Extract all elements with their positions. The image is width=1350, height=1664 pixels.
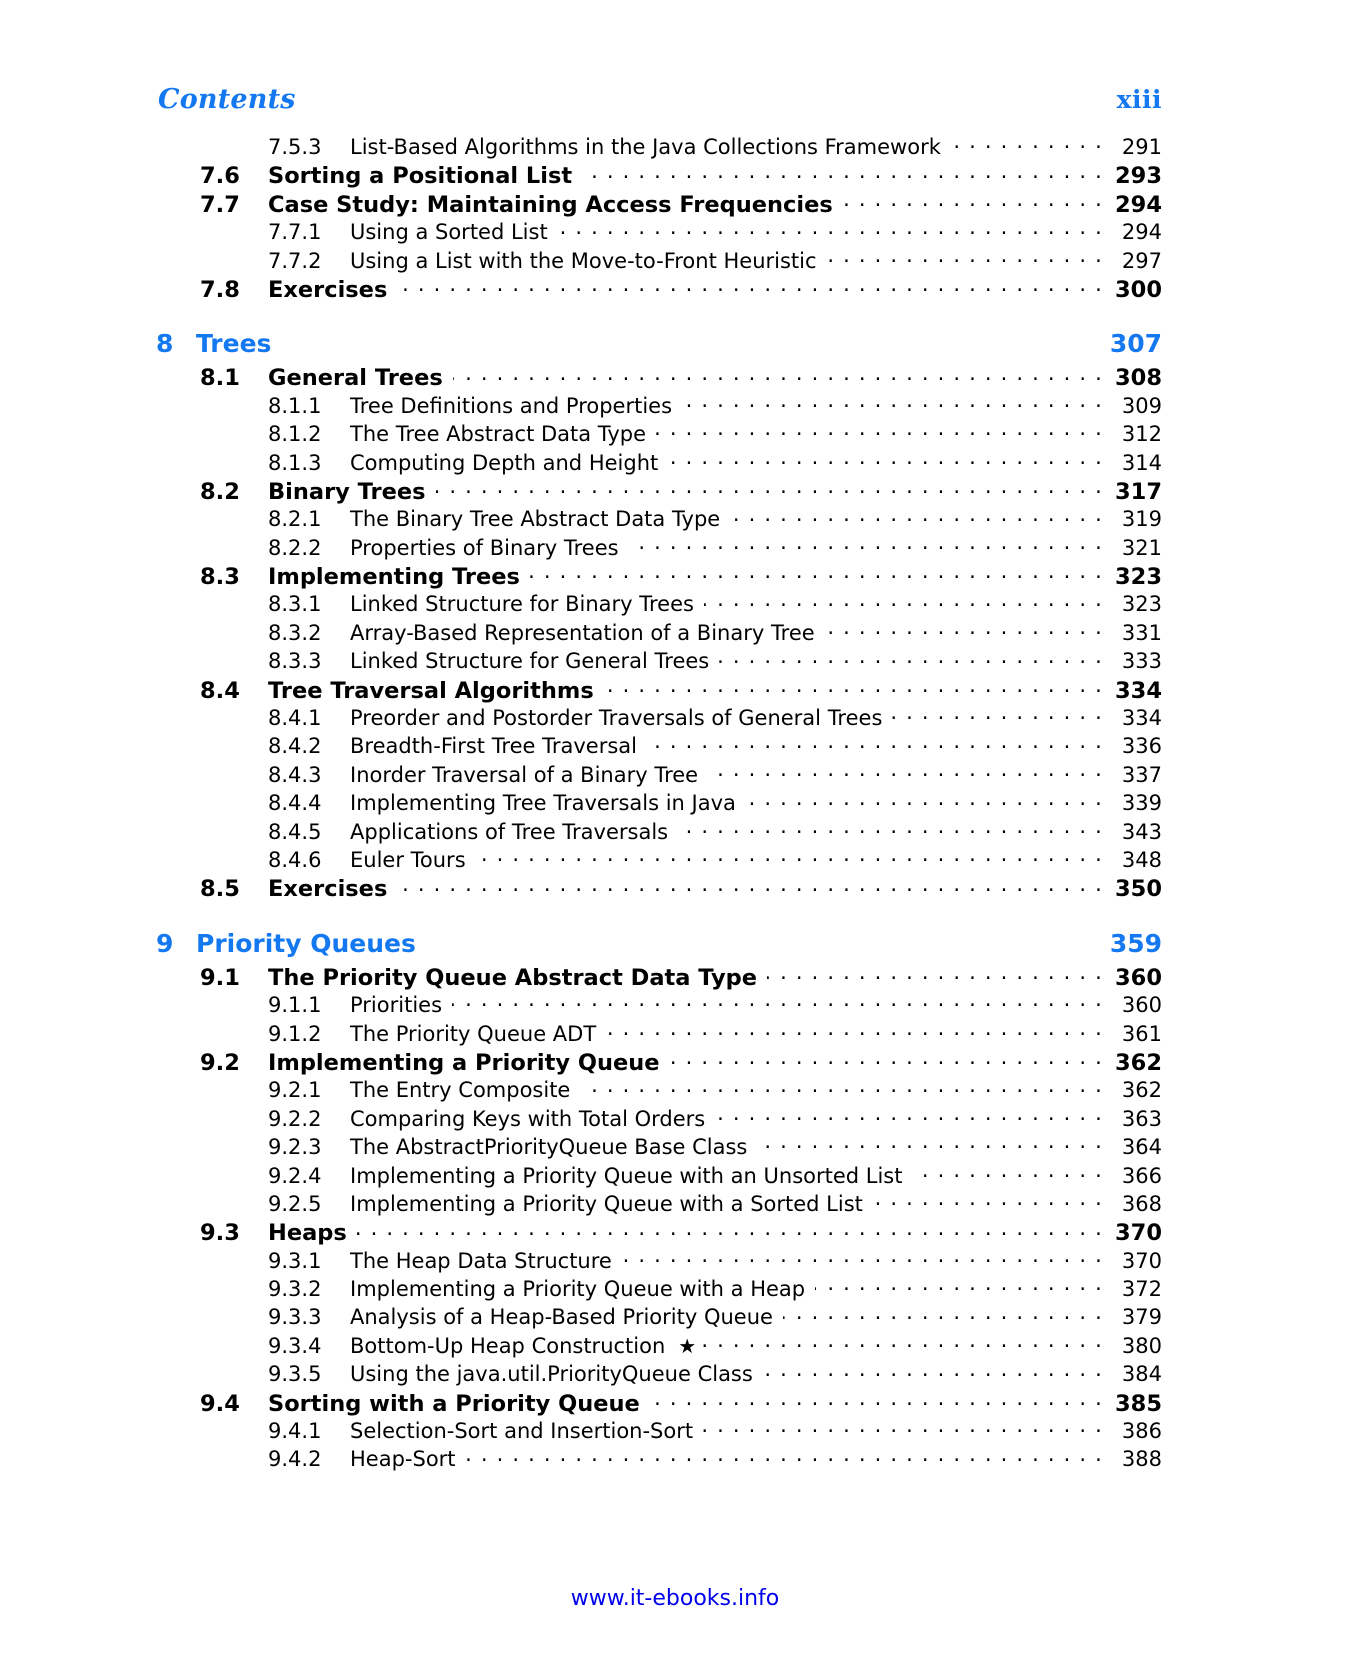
toc-entry-title: Heaps [268,1220,347,1247]
toc-entry-title: Implementing a Priority Queue with an Unsorted List [350,1163,903,1188]
toc-entry-title: Array-Based Representation of a Binary Tree [350,620,815,645]
toc-entry-page-number: 314 [1121,450,1162,475]
toc-entry-number: 9.2 [200,1049,240,1076]
toc-subsection-row[interactable] [268,1080,1162,1108]
dot-leader [397,281,1103,297]
dot-leader [357,1224,1103,1240]
toc-entry-page-number: 384 [1121,1362,1162,1387]
toc-entry-title: The Priority Queue Abstract Data Type [268,964,758,991]
dot-leader [452,996,1103,1012]
toc-entry-title: Implementing Trees [268,564,520,591]
toc-entry-title: Properties of Binary Trees [350,535,619,560]
toc-entry-title: Breadth-First Tree Traversal [350,734,637,759]
toc-section-row[interactable] [200,191,1162,222]
toc-entry-number: 8.4.2 [268,734,322,759]
toc-entry-page-number: 343 [1121,819,1162,844]
toc-entry-number: 7.7.1 [268,220,322,245]
toc-subsection-row[interactable] [268,762,1162,793]
toc-subsection-row[interactable] [268,393,1162,424]
toc-entry-page-number: 380 [1121,1333,1162,1358]
toc-entry-number: 9.2.3 [268,1135,322,1160]
chapter-spacer [268,907,1162,931]
toc-entry-title: Analysis of a Heap-Based Priority Queue [350,1305,773,1330]
toc-section-row[interactable] [200,478,1162,509]
toc-entry-title: Priorities [350,993,443,1018]
toc-entry-number: 8.3.1 [268,592,322,617]
toc-entry-number: 8.3.3 [268,649,322,674]
toc-entry-number: 8.1.1 [268,393,322,418]
toc-entry-title: The AbstractPriorityQueue Base Class [350,1135,748,1160]
dot-leader [715,1110,1103,1126]
dot-leader [606,1025,1103,1041]
toc-entry-number: 9.3.3 [268,1305,322,1330]
toc-entry-number: 9.3.5 [268,1362,322,1387]
toc-entry-title: Selection-Sort and Insertion-Sort [350,1419,694,1444]
toc-entry-page-number: 317 [1115,478,1162,505]
dot-leader [815,1280,1103,1296]
toc-entry-title: Exercises [268,276,388,303]
toc-section-row[interactable] [200,964,1162,995]
dot-leader [656,425,1103,441]
toc-entry-page-number: 364 [1121,1135,1162,1160]
toc-subsection-row[interactable] [268,1333,1162,1364]
toc-entry-number: 8.4.5 [268,819,322,844]
toc-subsection-row[interactable] [268,1021,1162,1052]
toc-subsection-row[interactable] [268,651,1162,679]
dot-leader [767,969,1103,985]
toc-entry-page-number: 362 [1121,1078,1162,1103]
dot-leader [827,252,1103,268]
toc-entry-page-number: 321 [1121,535,1162,560]
dot-leader [912,1167,1103,1183]
toc-entry-number: 8.1 [200,365,240,392]
toc-entry-title: Implementing Tree Traversals in Java [350,791,736,816]
toc-subsection-row[interactable] [268,793,1162,821]
toc-subsection-row[interactable] [268,222,1162,250]
toc-entry-page-number: 312 [1121,422,1162,447]
toc-section-row[interactable] [200,564,1162,594]
toc-entry-title: Tree Definitions and Properties [350,393,673,418]
toc-entry-number: 8.2.2 [268,535,322,560]
toc-entry-title: Computing Depth and Height [350,450,659,475]
toc-entry-title: General Trees [268,365,443,392]
toc-entry-page-number: 360 [1115,964,1162,991]
toc-section-row[interactable] [200,1390,1162,1421]
toc-entry-page-number: 385 [1115,1390,1162,1417]
toc-entry-number: 8.4.4 [268,791,322,816]
toc-entry-page-number: 360 [1121,993,1162,1018]
toc-entry-number: 9.1.2 [268,1021,322,1046]
toc-entry-page-number: 372 [1121,1277,1162,1302]
toc-entry-title: The Priority Queue ADT [350,1021,597,1046]
toc-subsection-row[interactable] [268,736,1162,764]
toc-section-row[interactable] [200,876,1162,906]
toc-entry-number: 9.4.1 [268,1419,322,1444]
toc-entry-title: Comparing Keys with Total Orders [350,1106,706,1131]
toc-entry-page-number: 386 [1121,1419,1162,1444]
toc-subsection-row[interactable] [268,1421,1162,1449]
toc-entry-title: Linked Structure for General Trees [350,649,710,674]
toc-entry-number: 9.2.5 [268,1191,322,1216]
dot-leader [466,1450,1103,1466]
toc-entry-number: 7.5.3 [268,135,322,159]
toc-section-row[interactable] [200,1049,1162,1080]
toc-entry-page-number: 366 [1121,1163,1162,1188]
toc-entry-number: 9.3.4 [268,1333,322,1358]
toc-entry-page-number: 337 [1121,762,1162,787]
toc-subsection-row[interactable] [268,708,1162,736]
toc-entry-page-number: 348 [1121,847,1162,872]
toc-chapter-row[interactable] [156,928,1162,967]
dot-leader [453,369,1103,385]
dot-leader [426,936,1103,952]
toc-entry-number: 9.1.1 [268,993,322,1018]
dot-leader [580,1081,1103,1097]
toc-entry-title: Case Study: Maintaining Access Frequencies [268,191,833,218]
toc-subsection-row[interactable] [268,1279,1162,1307]
toc-entry-page-number: 368 [1121,1191,1162,1216]
dot-leader [951,138,1103,154]
toc-entry-number: 7.7.2 [268,248,322,273]
page-folio: xiii [1116,85,1162,114]
toc-subsection-row[interactable] [268,535,1162,566]
toc-entry-number: 7.7 [200,191,240,218]
toc-entry-page-number: 308 [1115,365,1162,392]
running-head [158,84,1162,115]
toc-entry-title: Priority Queues [196,928,416,958]
toc-entry-number: 8.1.2 [268,422,322,447]
dot-leader [622,1252,1103,1268]
toc-entry-title: Using the java.util.PriorityQueue Class [350,1362,753,1387]
dot-leader [892,709,1103,725]
toc-entry-number: 9.3.1 [268,1248,322,1273]
toc-section-row[interactable] [200,163,1162,193]
toc-entry-number: 8.2.1 [268,507,322,532]
dot-leader [704,595,1103,611]
toc-section-row[interactable] [200,276,1162,307]
toc-entry-title: Bottom-Up Heap Construction [350,1333,666,1358]
dot-leader [698,1337,1103,1353]
toc-entry-number: 8.3.2 [268,620,322,645]
toc-entry-title: Trees [196,329,272,359]
toc-entry-page-number: 291 [1121,135,1162,159]
dot-leader [647,737,1103,753]
toc-subsection-row[interactable] [268,1163,1162,1194]
toc-subsection-row[interactable] [268,819,1162,850]
toc-entry-title: Applications of Tree Traversals [350,819,669,844]
dot-leader [629,539,1103,555]
toc-entry-title: Implementing a Priority Queue with a Heap [350,1277,806,1302]
dot-leader [281,336,1102,352]
toc-entry-number: 9.4.2 [268,1447,322,1472]
dot-leader [678,823,1103,839]
toc-subsection-row[interactable] [268,424,1162,452]
toc-entry-page-number: 379 [1121,1305,1162,1330]
toc-entry-page-number: 362 [1115,1049,1162,1076]
toc-entry-title: Binary Trees [268,478,426,505]
toc-entry-title: Implementing a Priority Queue [268,1049,660,1076]
toc-section-row[interactable] [200,365,1162,395]
toc-entry-title: Using a List with the Move-to-Front Heuristic [350,248,817,273]
toc-entry-number: 8.2 [200,478,240,505]
dot-leader [397,880,1103,896]
toc-section-row[interactable] [200,1220,1162,1250]
toc-subsection-row[interactable] [268,1137,1162,1165]
dot-leader [604,682,1103,698]
dot-leader [582,167,1103,183]
toc-entry-title: The Tree Abstract Data Type [350,422,647,447]
toc-subsection-row[interactable] [268,620,1162,651]
toc-entry-number: 9 [156,928,174,958]
toc-entry-title: Sorting with a Priority Queue [268,1390,640,1417]
toc-entry-number: 9.4 [200,1390,240,1417]
dot-leader [708,766,1103,782]
dot-leader [873,1195,1103,1211]
toc-entry-number: 7.8 [200,276,240,303]
toc-entry-number: 9.2.4 [268,1163,322,1188]
toc-subsection-row[interactable] [268,995,1162,1023]
toc-entry-page-number: 370 [1121,1248,1162,1273]
dot-leader [650,1395,1103,1411]
toc-entry-number: 9.1 [200,964,240,991]
toc-entry-page-number: 336 [1121,734,1162,759]
dot-leader [682,397,1103,413]
toc-subsection-row[interactable] [268,248,1162,279]
toc-entry-title: List-Based Algorithms in the Java Collections Framework [350,135,941,159]
toc-subsection-row[interactable] [268,1307,1162,1335]
toc-subsection-row[interactable] [268,137,1162,165]
dot-leader [763,1365,1103,1381]
toc-chapter-row[interactable] [156,329,1162,367]
toc-entry-page-number: 359 [1109,928,1162,958]
toc-subsection-row[interactable] [268,509,1162,537]
toc-entry-number: 9.2.1 [268,1078,322,1103]
toc-entry-page-number: 294 [1115,191,1162,218]
toc-subsection-row[interactable] [268,450,1162,481]
toc-entry-title: Using a Sorted List [350,220,548,245]
dot-leader [703,1422,1103,1438]
toc-entry-page-number: 350 [1115,876,1162,903]
toc-entry-title: Sorting a Positional List [268,163,573,190]
toc-entry-page-number: 323 [1121,592,1162,617]
dot-leader [757,1138,1103,1154]
toc-entry-number: 8.4 [200,677,240,704]
running-head-title: Contents [158,84,296,115]
dot-leader [730,510,1103,526]
dot-leader [476,851,1103,867]
toc-entry-page-number: 293 [1115,163,1162,190]
toc-entry-page-number: 309 [1121,393,1162,418]
dot-leader [843,196,1103,212]
chapter-spacer [268,307,1162,331]
dot-leader [670,1054,1103,1070]
toc-subsection-row[interactable] [268,847,1162,878]
dot-leader [746,794,1103,810]
toc-subsection-row[interactable] [268,1191,1162,1222]
toc-entry-title: Inorder Traversal of a Binary Tree [350,762,699,787]
toc-entry-page-number: 333 [1121,649,1162,674]
toc-entry-page-number: 294 [1121,220,1162,245]
toc-entry-page-number: 363 [1121,1106,1162,1131]
toc-entry-number: 8.1.3 [268,450,322,475]
toc-entry-number: 8.4.1 [268,706,322,731]
star-icon: ★ [678,1333,697,1358]
toc-entry-title: The Heap Data Structure [350,1248,612,1273]
footer-watermark-link[interactable]: www.it-ebooks.info [570,1586,780,1611]
toc-entry-number: 9.3 [200,1220,240,1247]
toc-entry-number: 8.4.3 [268,762,322,787]
toc-entry-page-number: 307 [1109,329,1162,359]
toc-entry-number: 8 [156,329,174,359]
toc-entry-title: Exercises [268,876,388,903]
toc-entry-title: Tree Traversal Algorithms [268,677,594,704]
table-of-contents-list [156,135,1162,1478]
toc-subsection-row[interactable] [268,594,1162,622]
dot-leader [436,483,1103,499]
toc-entry-page-number: 300 [1115,276,1162,303]
toc-entry-page-number: 370 [1115,1220,1162,1247]
toc-section-row[interactable] [200,677,1162,708]
toc-entry-title: The Binary Tree Abstract Data Type [350,507,721,532]
toc-entry-number: 7.6 [200,163,240,190]
toc-entry-page-number: 334 [1115,677,1162,704]
dot-leader [668,454,1103,470]
toc-subsection-row[interactable] [268,1364,1162,1392]
toc-entry-title: Euler Tours [350,847,466,872]
toc-entry-number: 8.4.6 [268,847,322,872]
toc-subsection-row[interactable] [268,1106,1162,1137]
toc-entry-page-number: 323 [1115,564,1162,591]
toc-entry-number: 9.2.2 [268,1106,322,1131]
toc-entry-number: 9.3.2 [268,1277,322,1302]
dot-leader [825,624,1103,640]
dot-leader [783,1308,1103,1324]
dot-leader [719,652,1103,668]
toc-subsection-row[interactable] [268,1248,1162,1279]
toc-entry-title: Linked Structure for Binary Trees [350,592,694,617]
toc-entry-title: The Entry Composite [350,1078,571,1103]
toc-entry-number: 8.5 [200,876,240,903]
toc-subsection-row[interactable] [268,1449,1162,1477]
dot-leader [530,568,1103,584]
toc-entry-page-number: 319 [1121,507,1162,532]
toc-entry-page-number: 339 [1121,791,1162,816]
toc-entry-page-number: 388 [1121,1447,1162,1472]
toc-entry-title: Implementing a Priority Queue with a Sorted List [350,1191,863,1216]
toc-entry-page-number: 297 [1121,248,1162,273]
dot-leader [558,223,1103,239]
toc-entry-title: Heap-Sort [350,1447,456,1472]
toc-entry-page-number: 334 [1121,706,1162,731]
toc-entry-page-number: 361 [1121,1021,1162,1046]
toc-entry-title: Preorder and Postorder Traversals of General Trees [350,706,883,731]
toc-entry-number: 8.3 [200,564,240,591]
toc-entry-page-number: 331 [1121,620,1162,645]
